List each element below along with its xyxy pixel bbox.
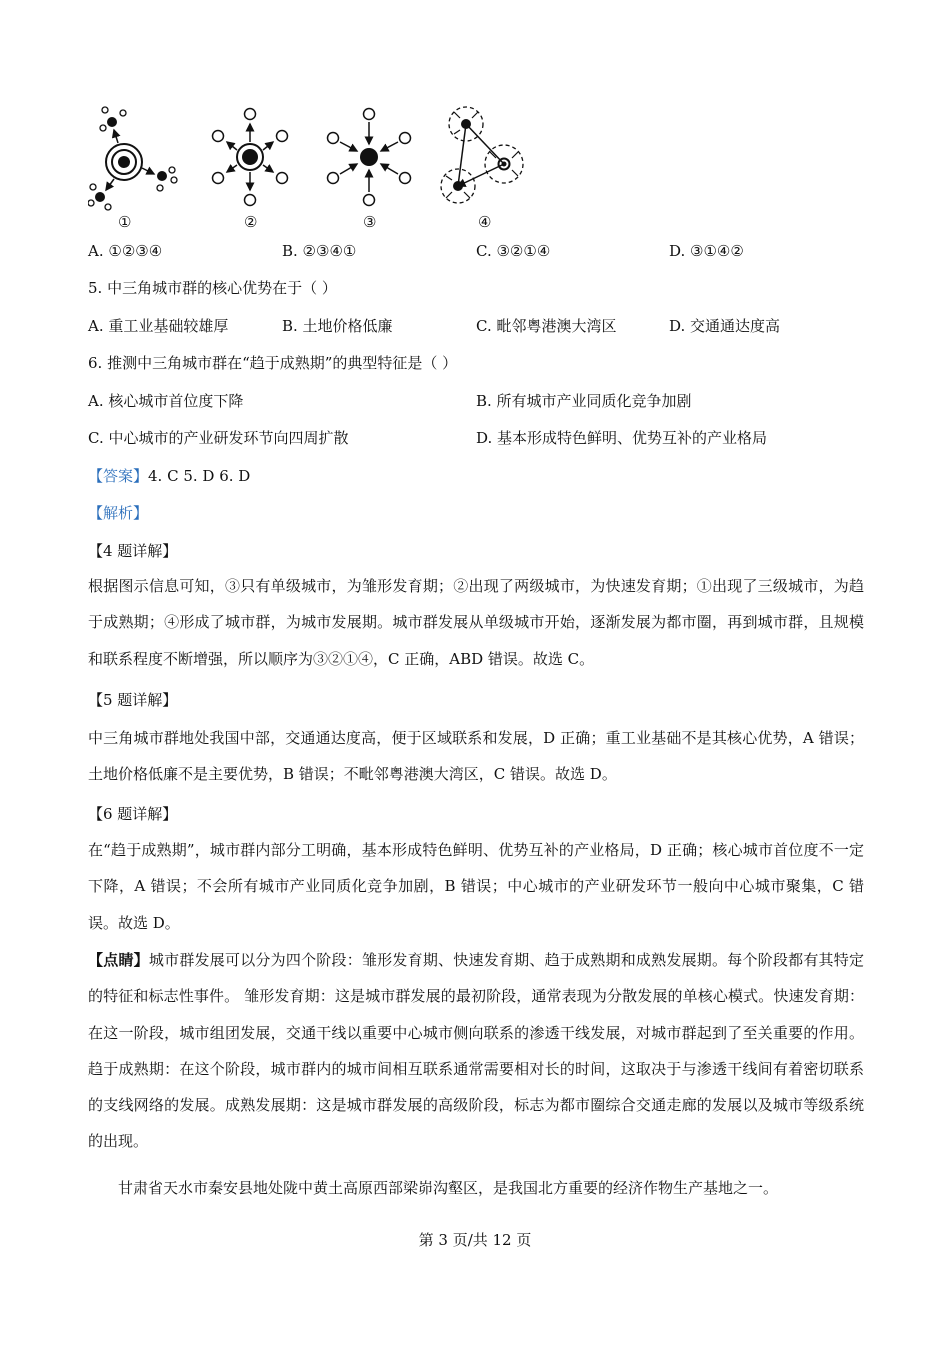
q5-option-d: D. 交通通达度高 <box>669 317 781 335</box>
answer-line <box>88 466 250 486</box>
q6-option-b: B. 所有城市产业同质化竞争加剧 <box>476 392 692 410</box>
detail-6-text: 在“趋于成熟期”，城市群内部分工明确，基本形成特色鲜明、优势互补的产业格局，D 正确；核心城市首位度不一定下降，A 错误；不会所有城市产业同质化竞争加剧，B 错误；中心城市的产业研发环节一般向中心城市聚集，C 错误。故选 D。 <box>88 841 864 932</box>
diagram-3 <box>328 109 411 206</box>
tip-text: 城市群发展可以分为四个阶段：雏形发育期、快速发育期、趋于成熟期和成熟发展期。每个阶段都有其特定的特征和标志性事件。 雏形发育期：这是城市群发展的最初阶段，通常表现为分散发展的单核心模式。快速发育期：在这一阶段，城市组团发展，交通干线以重要中心城市侧向联系的渗透干线发展，对城市群起到了至关重要的作用。趋于成熟期：在这个阶段，城市群内的城市间相互联系通常需要相对长的时间，这取决于与渗透干线间有着密切联系的支线网络的发展。成熟发展期：这是城市群发展的高级阶段，标志为都市圈综合交通走廊的发展以及城市等级系统的出现。 <box>88 951 864 1151</box>
q4-option-c: C. ③②①④ <box>476 242 551 260</box>
q5-stem: 5. 中三角城市群的核心优势在于（ ） <box>88 279 337 297</box>
q5-option-c: C. 毗邻粤港澳大湾区 <box>476 317 617 335</box>
q6-stem: 6. 推测中三角城市群在“趋于成熟期”的典型特征是（ ） <box>88 354 458 372</box>
q4-option-b: B. ②③④① <box>282 242 357 260</box>
detail-5-text: 中三角城市群地处我国中部，交通通达度高，便于区域联系和发展，D 正确；重工业基础不是其核心优势，A 错误；土地价格低廉不是主要优势，B 错误；不毗邻粤港澳大湾区，C 错误。故选 D。 <box>88 729 864 784</box>
page-footer: 第 3 页/共 12 页 <box>418 1231 532 1249</box>
detail-5-title: 【5 题详解】 <box>88 691 178 709</box>
figure-label-4: ④ <box>478 213 492 231</box>
q5-option-b: B. 土地价格低廉 <box>282 317 393 335</box>
q4-option-a: A. ①②③④ <box>88 242 163 260</box>
next-paragraph: 甘肃省天水市秦安县地处陇中黄土高原西部梁峁沟壑区，是我国北方重要的经济作物生产基地之一。 <box>118 1179 779 1197</box>
tip-paragraph <box>88 942 864 1160</box>
figure-label-2: ② <box>244 213 258 231</box>
detail-6-title: 【6 题详解】 <box>88 805 178 823</box>
q6-option-c: C. 中心城市的产业研发环节向四周扩散 <box>88 429 349 447</box>
q4-option-d: D. ③①④② <box>669 242 744 260</box>
diagram-1 <box>88 107 177 210</box>
city-stage-figure <box>88 100 548 232</box>
q6-option-a: A. 核心城市首位度下降 <box>88 392 244 410</box>
tip-label: 【点睛】 <box>88 951 149 969</box>
analysis-label: 【解析】 <box>88 504 149 522</box>
figure-label-3: ③ <box>363 213 377 231</box>
detail-4-text: 根据图示信息可知，③只有单级城市，为雏形发育期；②出现了两级城市，为快速发育期；①出现了三级城市，为趋于成熟期；④形成了城市群，为城市发展期。城市群发展从单级城市开始，逐渐发展为都市圈，再到城市群，且规模和联系程度不断增强，所以顺序为③②①④，C 正确，ABD 错误。故选 C。 <box>88 577 864 668</box>
figure-label-1: ① <box>118 213 132 231</box>
answer-label: 【答案】 <box>88 467 149 485</box>
q6-option-d: D. 基本形成特色鲜明、优势互补的产业格局 <box>476 429 768 447</box>
answer-text: 4. C 5. D 6. D <box>148 467 251 485</box>
detail-4-title: 【4 题详解】 <box>88 542 178 560</box>
diagram-4 <box>441 107 523 203</box>
q5-option-a: A. 重工业基础较雄厚 <box>88 317 229 335</box>
diagram-2 <box>213 109 288 206</box>
